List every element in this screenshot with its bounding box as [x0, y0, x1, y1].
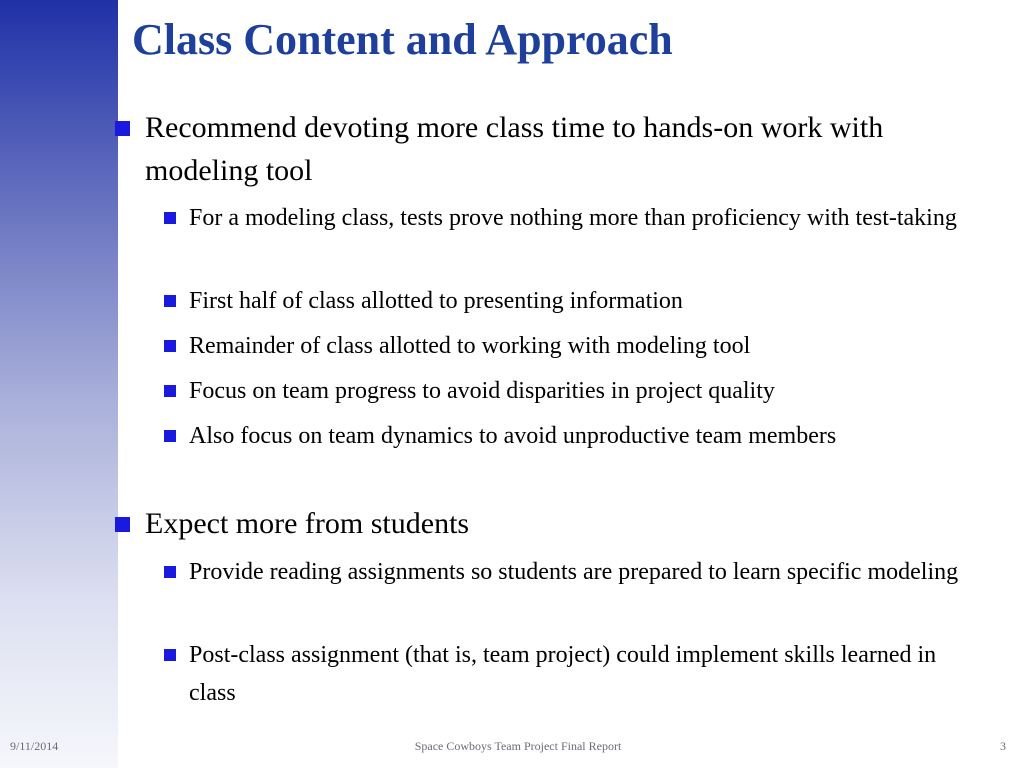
square-bullet-icon	[115, 121, 130, 136]
sub-bullet-text: First half of class allotted to presenting information	[189, 288, 683, 314]
sub-bullet-item	[189, 372, 979, 410]
sub-bullet-item	[189, 199, 979, 237]
sub-bullet-item	[189, 327, 979, 365]
sub-bullet-text: Focus on team progress to avoid disparities in project quality	[189, 378, 775, 404]
sub-bullet-text: Also focus on team dynamics to avoid unproductive team members	[189, 423, 837, 449]
sub-bullet-item	[189, 417, 979, 455]
square-bullet-icon	[164, 340, 176, 352]
square-bullet-icon	[164, 649, 176, 661]
bullet-text: Recommend devoting more class time to hands-on work with modeling tool	[145, 111, 884, 187]
square-bullet-icon	[164, 295, 176, 307]
bullet-item	[145, 106, 945, 192]
footer-title: Space Cowboys Team Project Final Report	[414, 739, 622, 753]
sub-bullet-item	[189, 553, 979, 591]
sub-bullet-text: Provide reading assignments so students are prepared to learn specific modeling	[189, 559, 959, 585]
sub-bullet-item	[189, 282, 979, 320]
slide-title: Class Content and Approach	[132, 15, 673, 64]
slide-number: 3	[1000, 739, 1006, 753]
square-bullet-icon	[164, 566, 176, 578]
square-bullet-icon	[164, 430, 176, 442]
bullet-item	[145, 502, 945, 545]
bullet-text: Expect more from students	[145, 507, 470, 540]
footer-date: 9/11/2014	[10, 739, 59, 753]
sub-bullet-text: Remainder of class allotted to working with modeling tool	[189, 333, 751, 359]
sub-bullet-text: For a modeling class, tests prove nothing more than proficiency with test-taking	[189, 205, 957, 231]
square-bullet-icon	[164, 385, 176, 397]
sub-bullet-item	[189, 636, 979, 712]
sub-bullet-text: Post-class assignment (that is, team project) could implement skills learned in class	[189, 642, 937, 706]
square-bullet-icon	[164, 212, 176, 224]
square-bullet-icon	[115, 517, 130, 532]
